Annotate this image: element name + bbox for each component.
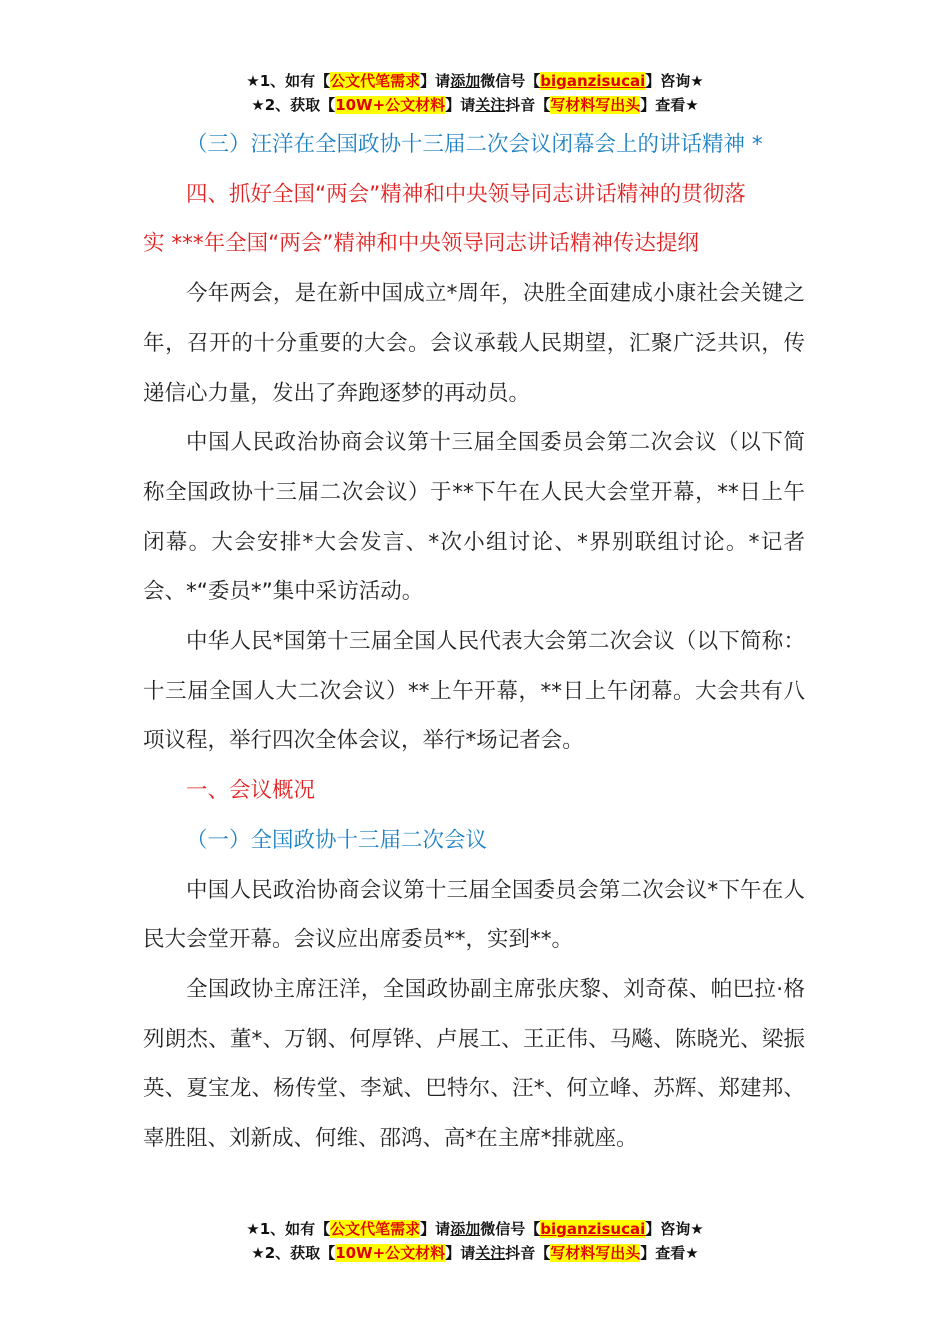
banner-text: 】咨询★ [645, 1220, 704, 1238]
banner-highlight: 公文代笔需求 [330, 1220, 421, 1238]
banner-text: 】查看★ [640, 96, 699, 114]
paragraph: 中国人民政治协商会议第十三届全国委员会第二次会议（以下简称全国政协十三届二次会议）于**下午在人民大会堂开幕，**日上午闭幕。大会安排*大会发言、*次小组讨论、*界别联组讨论。*记者会、*“委员*”集中采访活动。 [143, 430, 805, 605]
banner-emphasis: 添加 [450, 1220, 481, 1238]
document-body [143, 120, 805, 1164]
paragraph: 全国政协主席汪洋，全国政协副主席张庆黎、刘奇葆、帕巴拉·格列朗杰、董*、万钢、何厚铧、卢展工、王正伟、马飚、陈晓光、梁振英、夏宝龙、杨传堂、李斌、巴特尔、汪*、何立峰、苏辉、郑建邦、辜胜阻、刘新成、何维、邵鸿、高*在主席*排就座。 [143, 976, 805, 1152]
banner-emphasis: 添加 [450, 72, 481, 90]
banner-highlight: 写材料写出头 [550, 96, 641, 114]
paragraph: 中华人民*国第十三届全国人民代表大会第二次会议（以下简称：十三届全国人大二次会议）**上午开幕，**日上午闭幕。大会共有八项议程，举行四次全体会议，举行*场记者会。 [143, 629, 805, 754]
subsection-heading-1: （一）全国政协十三届二次会议 [186, 827, 488, 853]
banner-highlight: biganzisucai [540, 72, 646, 90]
banner-text: 】查看★ [640, 1244, 699, 1262]
banner-text: 】请 [445, 96, 476, 114]
banner-highlight: 10W+公文材料 [335, 96, 446, 114]
banner-line-1 [0, 69, 950, 93]
footer-banner [0, 1217, 950, 1265]
banner-highlight: 公文代笔需求 [330, 72, 421, 90]
banner-highlight: 写材料写出头 [550, 1244, 641, 1262]
paragraph: 中国人民政治协商会议第十三届全国委员会第二次会议*下午在人民大会堂开幕。会议应出席委员**，实到**。 [143, 877, 805, 953]
paragraph: 今年两会，是在新中国成立*周年，决胜全面建成小康社会关键之年，召开的十分重要的大会。会议承载人民期望，汇聚广泛共识，传递信心力量，发出了奔跑逐梦的再动员。 [143, 281, 805, 406]
section-heading-1: 一、会议概况 [186, 778, 316, 804]
banner-text: 】咨询★ [645, 72, 704, 90]
banner-text: 微信号【 [480, 1220, 541, 1238]
banner-emphasis: 关注 [475, 1244, 506, 1262]
banner-highlight: 10W+公文材料 [335, 1244, 446, 1262]
banner-text: 抖音【 [505, 1244, 551, 1262]
subsection-heading-3: （三）汪洋在全国政协十三届二次会议闭幕会上的讲话精神 * [186, 132, 763, 157]
banner-text: ★2、获取【 [251, 1244, 336, 1262]
banner-highlight: biganzisucai [540, 1220, 646, 1238]
banner-text: ★2、获取【 [251, 96, 336, 114]
banner-line-2 [0, 1241, 950, 1265]
header-banner [0, 69, 950, 117]
banner-text: 】请 [420, 1220, 451, 1238]
banner-text: 】请 [445, 1244, 476, 1262]
banner-text: ★1、如有【 [246, 72, 331, 90]
banner-line-2 [0, 93, 950, 117]
banner-text: 抖音【 [505, 96, 551, 114]
banner-text: 】请 [420, 72, 451, 90]
banner-line-1 [0, 1217, 950, 1241]
section-heading-4-line1: 四、抓好全国“两会”精神和中央领导同志讲话精神的贯彻落 [186, 181, 746, 207]
section-heading-4-line2: 实 ***年全国“两会”精神和中央领导同志讲话精神传达提纲 [143, 231, 699, 257]
banner-text: ★1、如有【 [246, 1220, 331, 1238]
banner-emphasis: 关注 [475, 96, 506, 114]
banner-text: 微信号【 [480, 72, 541, 90]
